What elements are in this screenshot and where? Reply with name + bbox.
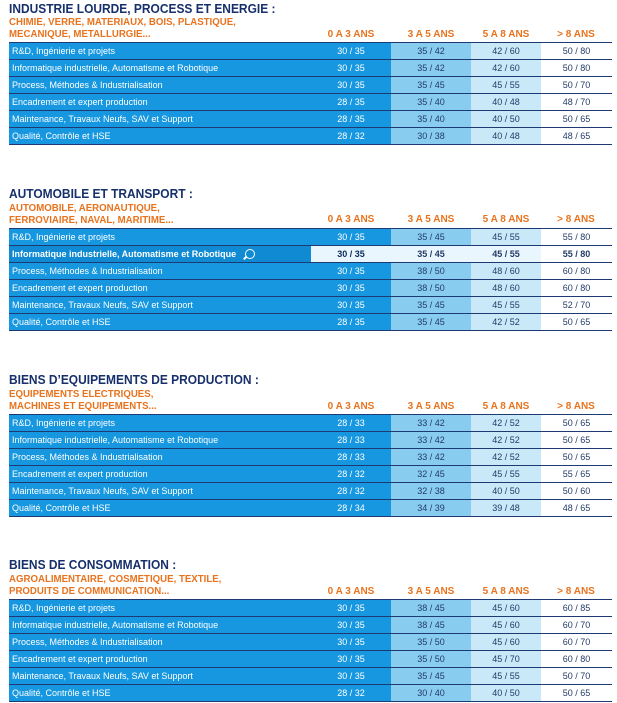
row-label: Process, Méthodes & Industrialisation [9, 449, 311, 465]
value-5-8: 45 / 55 [471, 229, 541, 245]
value-5-8: 40 / 48 [471, 128, 541, 144]
row-label: Maintenance, Travaux Neufs, SAV et Support [9, 483, 311, 499]
section-subtitle-line-2: MACHINES ET EQUIPEMENTS... [9, 400, 157, 412]
value-8-plus: 55 / 65 [541, 466, 612, 482]
value-8-plus: 50 / 70 [541, 77, 612, 93]
value-0-3: 28 / 32 [311, 128, 391, 144]
value-8-plus: 60 / 80 [541, 263, 612, 279]
section-subtitle-line-1: EQUIPEMENTS ELECTRIQUES, [9, 388, 154, 400]
section-title: BIENS D’EQUIPEMENTS DE PRODUCTION : [9, 372, 259, 387]
value-0-3: 30 / 35 [311, 229, 391, 245]
value-3-5: 34 / 39 [391, 500, 471, 516]
value-3-5: 30 / 38 [391, 128, 471, 144]
value-8-plus: 60 / 80 [541, 651, 612, 667]
value-3-5: 35 / 40 [391, 94, 471, 110]
value-3-5: 35 / 50 [391, 651, 471, 667]
value-8-plus: 48 / 65 [541, 500, 612, 516]
section-subtitle-line-1: CHIMIE, VERRE, MATERIAUX, BOIS, PLASTIQUE, [9, 16, 236, 28]
value-8-plus: 50 / 65 [541, 415, 612, 431]
value-0-3: 30 / 35 [311, 297, 391, 313]
row-label: Informatique industrielle, Automatisme et Robotique [9, 432, 311, 448]
column-header-8-plus: > 8 ANS [557, 29, 595, 40]
table-row [9, 263, 612, 280]
column-header-3-5: 3 A 5 ANS [407, 401, 455, 412]
table-row [9, 94, 612, 111]
value-3-5: 33 / 42 [391, 415, 471, 431]
value-8-plus: 48 / 65 [541, 128, 612, 144]
value-5-8: 40 / 48 [471, 94, 541, 110]
value-3-5: 35 / 45 [391, 668, 471, 684]
table-row [9, 43, 612, 60]
value-5-8: 42 / 52 [471, 449, 541, 465]
row-divider [9, 516, 612, 517]
value-8-plus: 50 / 65 [541, 432, 612, 448]
value-3-5: 33 / 42 [391, 432, 471, 448]
value-5-8: 42 / 52 [471, 432, 541, 448]
row-label: Qualité, Contrôle et HSE [9, 500, 311, 516]
value-8-plus: 55 / 80 [541, 246, 612, 262]
row-label: Process, Méthodes & Industrialisation [9, 634, 311, 650]
column-header-0-3: 0 A 3 ANS [327, 214, 375, 225]
value-0-3: 30 / 35 [311, 60, 391, 76]
table-row [9, 77, 612, 94]
value-0-3: 30 / 35 [311, 263, 391, 279]
section-subtitle-line-2: PRODUITS DE COMMUNICATION... [9, 585, 170, 597]
value-0-3: 30 / 35 [311, 651, 391, 667]
value-0-3: 28 / 34 [311, 500, 391, 516]
row-label: Informatique industrielle, Automatisme et Robotique [9, 617, 311, 633]
row-label: R&D, Ingénierie et projets [9, 415, 311, 431]
value-3-5: 35 / 45 [391, 297, 471, 313]
value-3-5: 30 / 40 [391, 685, 471, 701]
value-0-3: 28 / 33 [311, 432, 391, 448]
column-header-5-8: 5 A 8 ANS [482, 586, 530, 597]
table-row [9, 651, 612, 668]
value-8-plus: 55 / 80 [541, 229, 612, 245]
value-5-8: 45 / 60 [471, 617, 541, 633]
table-row [9, 449, 612, 466]
value-8-plus: 50 / 65 [541, 449, 612, 465]
value-3-5: 32 / 45 [391, 466, 471, 482]
search-icon[interactable] [245, 249, 255, 259]
value-8-plus: 52 / 70 [541, 297, 612, 313]
value-8-plus: 60 / 80 [541, 280, 612, 296]
value-0-3: 28 / 32 [311, 483, 391, 499]
value-8-plus: 60 / 85 [541, 600, 612, 616]
column-header-0-3: 0 A 3 ANS [327, 586, 375, 597]
value-0-3: 28 / 35 [311, 111, 391, 127]
column-header-0-3: 0 A 3 ANS [327, 401, 375, 412]
value-3-5: 35 / 42 [391, 43, 471, 59]
row-label: R&D, Ingénierie et projets [9, 229, 311, 245]
row-label: R&D, Ingénierie et projets [9, 43, 311, 59]
value-3-5: 35 / 45 [391, 246, 471, 262]
column-header-8-plus: > 8 ANS [557, 214, 595, 225]
value-3-5: 35 / 45 [391, 314, 471, 330]
table-row [9, 617, 612, 634]
row-label: R&D, Ingénierie et projets [9, 600, 311, 616]
table-row [9, 600, 612, 617]
value-5-8: 39 / 48 [471, 500, 541, 516]
value-0-3: 28 / 33 [311, 449, 391, 465]
table-row-highlighted[interactable] [9, 246, 612, 263]
section-title: INDUSTRIE LOURDE, PROCESS ET ENERGIE : [9, 1, 276, 16]
section-subtitle-line-2: FERROVIAIRE, NAVAL, MARITIME... [9, 214, 174, 226]
table-row [9, 415, 612, 432]
value-0-3: 30 / 35 [311, 43, 391, 59]
value-5-8: 48 / 60 [471, 280, 541, 296]
row-label: Qualité, Contrôle et HSE [9, 685, 311, 701]
value-5-8: 48 / 60 [471, 263, 541, 279]
section-subtitle-line-1: AUTOMOBILE, AERONAUTIQUE, [9, 202, 160, 214]
column-header-3-5: 3 A 5 ANS [407, 586, 455, 597]
row-label: Encadrement et expert production [9, 280, 311, 296]
value-5-8: 40 / 50 [471, 111, 541, 127]
value-8-plus: 50 / 70 [541, 668, 612, 684]
row-label: Qualité, Contrôle et HSE [9, 314, 311, 330]
table-row [9, 229, 612, 246]
value-3-5: 38 / 50 [391, 263, 471, 279]
value-5-8: 45 / 55 [471, 297, 541, 313]
table-row [9, 685, 612, 702]
column-header-3-5: 3 A 5 ANS [407, 29, 455, 40]
value-5-8: 45 / 55 [471, 466, 541, 482]
value-0-3: 28 / 32 [311, 466, 391, 482]
row-label: Process, Méthodes & Industrialisation [9, 263, 311, 279]
value-0-3: 30 / 35 [311, 77, 391, 93]
row-label: Informatique industrielle, Automatisme et Robotique [9, 60, 311, 76]
column-header-8-plus: > 8 ANS [557, 401, 595, 412]
column-header-5-8: 5 A 8 ANS [482, 29, 530, 40]
value-0-3: 30 / 35 [311, 668, 391, 684]
value-3-5: 35 / 50 [391, 634, 471, 650]
value-8-plus: 50 / 65 [541, 314, 612, 330]
value-5-8: 45 / 60 [471, 600, 541, 616]
value-0-3: 28 / 33 [311, 415, 391, 431]
value-5-8: 45 / 70 [471, 651, 541, 667]
column-header-5-8: 5 A 8 ANS [482, 401, 530, 412]
value-8-plus: 60 / 70 [541, 617, 612, 633]
row-label: Qualité, Contrôle et HSE [9, 128, 311, 144]
row-label: Process, Méthodes & Industrialisation [9, 77, 311, 93]
value-3-5: 35 / 42 [391, 60, 471, 76]
value-8-plus: 50 / 65 [541, 685, 612, 701]
table-row [9, 432, 612, 449]
value-3-5: 32 / 38 [391, 483, 471, 499]
table-row [9, 466, 612, 483]
value-5-8: 42 / 60 [471, 43, 541, 59]
row-label: Encadrement et expert production [9, 651, 311, 667]
table-row [9, 128, 612, 145]
value-5-8: 42 / 52 [471, 415, 541, 431]
table-row [9, 483, 612, 500]
value-0-3: 30 / 35 [311, 617, 391, 633]
value-5-8: 42 / 52 [471, 314, 541, 330]
value-5-8: 40 / 50 [471, 685, 541, 701]
value-3-5: 33 / 42 [391, 449, 471, 465]
row-label [9, 246, 311, 262]
table-row [9, 280, 612, 297]
table-row [9, 634, 612, 651]
value-8-plus: 50 / 80 [541, 60, 612, 76]
column-header-3-5: 3 A 5 ANS [407, 214, 455, 225]
table-row [9, 668, 612, 685]
value-0-3: 30 / 35 [311, 246, 391, 262]
value-8-plus: 50 / 80 [541, 43, 612, 59]
value-5-8: 45 / 60 [471, 634, 541, 650]
value-5-8: 45 / 55 [471, 246, 541, 262]
row-label-text: Informatique industrielle, Automatisme et Robotique [12, 249, 237, 259]
value-3-5: 35 / 40 [391, 111, 471, 127]
section-title: BIENS DE CONSOMMATION : [9, 557, 177, 572]
value-3-5: 38 / 45 [391, 617, 471, 633]
column-header-8-plus: > 8 ANS [557, 586, 595, 597]
row-label: Encadrement et expert production [9, 94, 311, 110]
value-3-5: 38 / 45 [391, 600, 471, 616]
value-8-plus: 60 / 70 [541, 634, 612, 650]
table-row [9, 314, 612, 331]
column-header-5-8: 5 A 8 ANS [482, 214, 530, 225]
value-8-plus: 50 / 65 [541, 111, 612, 127]
table-row [9, 500, 612, 517]
value-5-8: 45 / 55 [471, 77, 541, 93]
value-0-3: 28 / 35 [311, 94, 391, 110]
value-8-plus: 48 / 70 [541, 94, 612, 110]
value-0-3: 28 / 35 [311, 314, 391, 330]
table-row [9, 111, 612, 128]
value-8-plus: 50 / 60 [541, 483, 612, 499]
table-row [9, 297, 612, 314]
value-3-5: 38 / 50 [391, 280, 471, 296]
row-label: Maintenance, Travaux Neufs, SAV et Support [9, 297, 311, 313]
row-label: Maintenance, Travaux Neufs, SAV et Support [9, 668, 311, 684]
section-subtitle-line-2: MECANIQUE, METALLURGIE... [9, 28, 151, 40]
value-3-5: 35 / 45 [391, 229, 471, 245]
table-row [9, 60, 612, 77]
row-divider [9, 701, 612, 702]
value-0-3: 28 / 32 [311, 685, 391, 701]
section-title: AUTOMOBILE ET TRANSPORT : [9, 186, 193, 201]
column-header-0-3: 0 A 3 ANS [327, 29, 375, 40]
value-5-8: 40 / 50 [471, 483, 541, 499]
row-divider [9, 144, 612, 145]
row-label: Encadrement et expert production [9, 466, 311, 482]
value-0-3: 30 / 35 [311, 600, 391, 616]
value-5-8: 42 / 60 [471, 60, 541, 76]
row-label: Maintenance, Travaux Neufs, SAV et Support [9, 111, 311, 127]
value-0-3: 30 / 35 [311, 634, 391, 650]
row-divider [9, 330, 612, 331]
value-0-3: 30 / 35 [311, 280, 391, 296]
value-3-5: 35 / 45 [391, 77, 471, 93]
section-subtitle-line-1: AGROALIMENTAIRE, COSMETIQUE, TEXTILE, [9, 573, 222, 585]
value-5-8: 45 / 55 [471, 668, 541, 684]
